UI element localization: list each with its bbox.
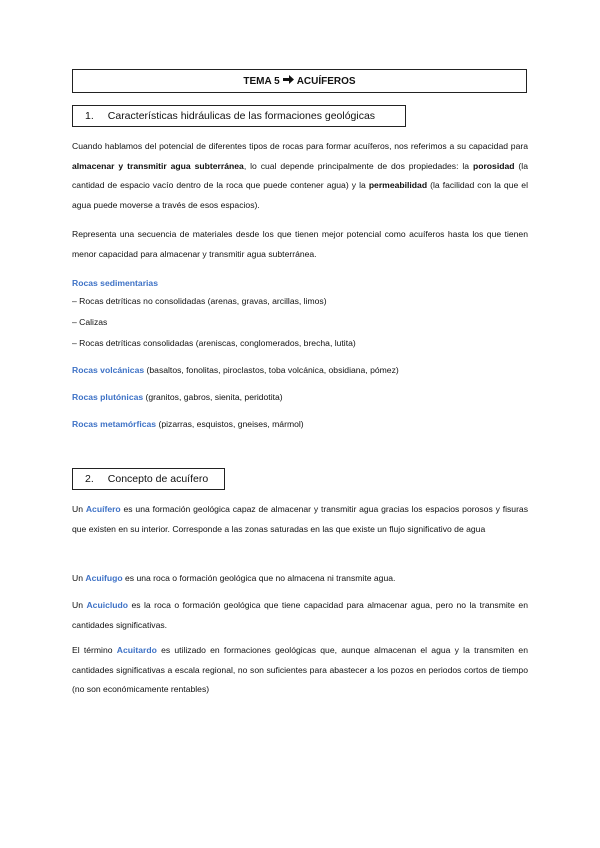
intro-bold-porosidad: porosidad [472, 160, 515, 171]
acuitardo-pre: El término [72, 645, 117, 655]
list-item: – Calizas [72, 317, 108, 327]
volcanicas-heading: Rocas volcánicas [72, 365, 145, 375]
acuitardo-term: Acuitardo [116, 645, 157, 655]
intro-text-2: , lo cual depende principalmente de dos propiedades: la [243, 160, 473, 171]
acuifugo-term: Acuifugo [85, 573, 123, 583]
acuifugo-definition [72, 569, 528, 589]
acuifugo-text: es una roca o formación geológica que no almacena ni transmite agua. [122, 573, 396, 583]
page-title [72, 69, 527, 93]
acuitardo-definition [72, 641, 528, 700]
plutonicas-line [72, 390, 283, 404]
acuifero-pre: Un [72, 504, 86, 514]
section-2-number: 2. [85, 473, 94, 485]
section-1-heading [72, 105, 406, 127]
metamorficas-line [72, 417, 304, 431]
metamorficas-text: (pizarras, esquistos, gneises, mármol) [156, 419, 304, 429]
acuicludo-pre: Un [72, 600, 87, 610]
acuifero-text: es una formación geológica capaz de almacenar y transmitir agua gracias los espacios porosos y fisuras que existen en su interior. Corresponde a las zonas saturadas en las que existe un flujo significativo de agua [72, 504, 529, 534]
volcanicas-text: (basaltos, fonolitas, piroclastos, toba volcánica, obsidiana, pómez) [144, 365, 399, 375]
intro-text-1: Cuando hablamos del potencial de diferentes tipos de rocas para formar acuíferos, nos referimos a su capacidad para [72, 141, 528, 151]
intro-paragraph [72, 137, 528, 215]
intro-bold-permeabilidad: permeabilidad [368, 180, 428, 190]
section-2-title: Concepto de acuífero [107, 473, 209, 485]
title-topic: ACUÍFEROS [296, 75, 356, 87]
acuitardo-text: es utilizado en formaciones geológicas que, aunque almacenan el agua y la transmiten en cantidades significativas a escala regional, no son suficientes para abastecer a los pozos en periodos cortos de tiempo (no son económicamente rentables) [72, 645, 528, 694]
volcanicas-line [72, 363, 399, 377]
plutonicas-text: (granitos, gabros, sienita, peridotita) [143, 392, 283, 402]
acuifero-term: Acuífero [85, 504, 121, 514]
sequence-paragraph: Representa una secuencia de materiales desde los que tienen mejor potencial como acuíferos hasta los que tienen menor capacidad para almacenar y transmitir agua subterránea. [72, 229, 528, 259]
right-arrow-icon [283, 75, 294, 87]
intro-bold-1: almacenar y transmitir agua subterránea [72, 160, 244, 171]
intro-text-3: (la cantidad de espacio vacío dentro de la roca que puede contener agua) y la [72, 160, 528, 190]
acuicludo-term: Acuicludo [86, 600, 128, 610]
acuicludo-definition [72, 596, 528, 635]
plutonicas-heading: Rocas plutónicas [72, 392, 144, 402]
metamorficas-heading: Rocas metamórficas [72, 419, 157, 429]
acuicludo-text: es la roca o formación geológica que tiene capacidad para almacenar agua, pero no la transmite en cantidades significativas. [72, 600, 528, 630]
section-1-title: Características hidráulicas de las formaciones geológicas [107, 110, 376, 122]
acuifugo-pre: Un [72, 573, 86, 583]
intro-text-4: (la facilidad con la que el agua puede moverse a través de esos espacios). [72, 180, 528, 210]
title-prefix: TEMA 5 [243, 75, 280, 87]
acuifero-definition [72, 500, 528, 539]
sedimentarias-heading: Rocas sedimentarias [72, 278, 158, 288]
section-2-heading [72, 468, 225, 490]
list-item: – Rocas detríticas consolidadas (areniscas, conglomerados, brecha, lutita) [72, 338, 356, 348]
section-1-number: 1. [85, 110, 94, 122]
list-item: – Rocas detríticas no consolidadas (arenas, gravas, arcillas, limos) [72, 296, 327, 306]
